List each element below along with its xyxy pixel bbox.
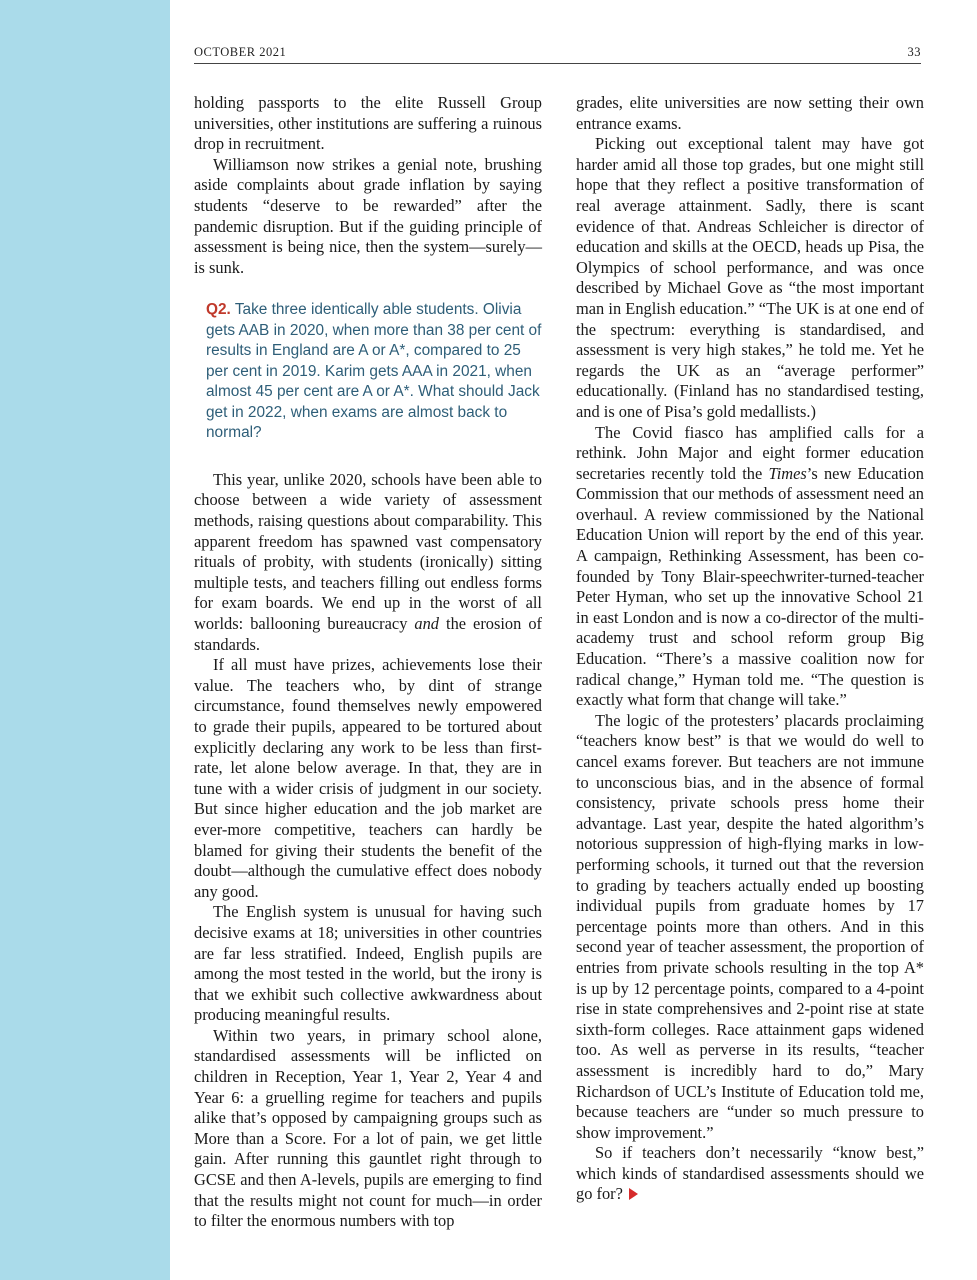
end-mark-icon [629, 1188, 638, 1200]
emphasis-text: and [414, 614, 439, 633]
publication-title: Times [768, 463, 807, 483]
paragraph: Picking out exceptional talent may have got harder amid all those top grades, but one might still hope that they reflect a positive transformation of real average attainment. Sadly, there is scant evidence of that. Andreas Schleicher is director of education and skills at the OECD, heads up Pisa, the Olympics of school performance, and was once described by Michael Gove as “the most important man in English education.” “The UK is at one end of the spectrum: everything is standardised, and assessment is very high stakes,” he told me. Yet he regards the UK as an “average performer” educationally. (Finland has no standardised testing, and is one of Pisa’s gold medallists.) [576, 134, 924, 421]
callout-label: Q2. [206, 301, 231, 319]
paragraph: holding passports to the elite Russell Group universities, other institutions are suffering a ruinous drop in recruitment. [194, 93, 542, 154]
right-column [576, 93, 924, 1205]
paragraph: Within two years, in primary school alone, standardised assessments will be inflicted on children in Reception, Year 1, Year 2, Year 4 and Year 6: a gruelling regime for teachers and pupils alike that’s opposed by campaigning groups such as More than a Score. For a lot of pain, we get little gain. After running this gauntlet right through to GCSE and then A-levels, pupils are emerging to find that the results might not count for much—in order to filter the enormous numbers with top [194, 1025, 542, 1231]
paragraph: The English system is unusual for having such decisive exams at 18; universities in other countries are far less stratified. Indeed, English pupils are among the most tested in the world, but the irony is that we exhibit such collective awkwardness about producing meaningful results. [194, 902, 542, 1025]
decorative-side-band [0, 0, 170, 1280]
left-column [194, 93, 542, 1232]
magazine-page [170, 0, 977, 1280]
running-header [194, 40, 921, 60]
paragraph [576, 1143, 924, 1205]
paragraph-text: So if teachers don’t necessarily “know best,” which kinds of standardised assessments should we go for? [576, 1143, 924, 1204]
question-callout [206, 300, 542, 444]
paragraph [576, 423, 924, 711]
header-rule [194, 63, 921, 64]
paragraph-text: ’s new Education Commission that our methods of assessment need an overhaul. A review commissioned by the National Education Union will report by the end of this year. A campaign, Rethinking Assessment, has been co-founded by Tony Blair-speechwriter-turned-teacher Peter Hyman, who set up the innovative School 21 in east London and is now a co-director of the multi-academy trust and school reform group Big Education. “There’s a massive coalition now for radical change,” Hyman told me. “The question is exactly what form that change will take.” [576, 463, 924, 710]
callout-text: Take three identically able students. Olivia gets AAB in 2020, when more than 38 per cent of results in England are A or A*, compared to 25 per cent in 2019. Karim gets AAA in 2021, when almost 45 per cent are A or A*. What should Jack get in 2022, when exams are almost back to normal? [206, 301, 542, 442]
paragraph-text: This year, unlike 2020, schools have been able to choose between a wide variety of assessment methods, raising questions about comparability. This apparent freedom has spawned vast compensatory rituals of probity, with students (ironically) sitting multiple tests, and teachers filling out endless forms for exam boards. We end up in the worst of all worlds: ballooning bureaucracy [194, 469, 542, 633]
paragraph: Williamson now strikes a genial note, brushing aside complaints about grade inflation by saying students “deserve to be rewarded” after the pandemic disruption. But if the guiding principle of assessment is being nice, then the system—surely—is sunk. [194, 154, 542, 277]
paragraph-text: The Covid fiasco has amplified calls for a rethink. John Major and eight former education secretaries recently told the [576, 422, 924, 483]
page-number: 33 [907, 45, 921, 59]
paragraph: grades, elite universities are now setting their own entrance exams. [576, 93, 924, 133]
issue-date: OCTOBER 2021 [194, 45, 287, 59]
paragraph [194, 470, 542, 655]
paragraph: The logic of the protesters’ placards proclaiming “teachers know best” is that we would do well to cancel exams forever. But teachers are not immune to unconscious bias, and in the absence of formal consistency, private schools press home their advantage. Last year, despite the hated algorithm’s notorious suppression of high-flying marks in low-performing schools, it turned out that the reversion to grading by teachers actually ended up boosting individual pupils from graduate homes by 17 percentage points more than others. And in this second year of teacher assessment, the proportion of entries from private schools resulting in the top A* is up by 12 percentage points, compared to a 4-point rise in state comprehensives and 2-point rise at state sixth-form colleges. Race attainment gaps widened too. As well as perverse in its results, “teacher assessment is incredibly hard to do,” Mary Richardson of UCL’s Institute of Education told me, because teachers are “under so much pressure to show improvement.” [576, 710, 924, 1142]
paragraph-text: the erosion of standards. [194, 614, 542, 654]
paragraph: If all must have prizes, achievements lose their value. The teachers who, by dint of strange circumstance, found themselves newly empowered to grade their pupils, appeared to be tortured about explicitly declaring any work to be less than first-rate, let alone below average. In that, they are in tune with a wider crisis of judgment in our society. But since higher education and the job market are ever-more competitive, teachers can hardly be blamed for giving their students the benefit of the doubt—although the cumulative effect does nobody any good. [194, 655, 542, 901]
